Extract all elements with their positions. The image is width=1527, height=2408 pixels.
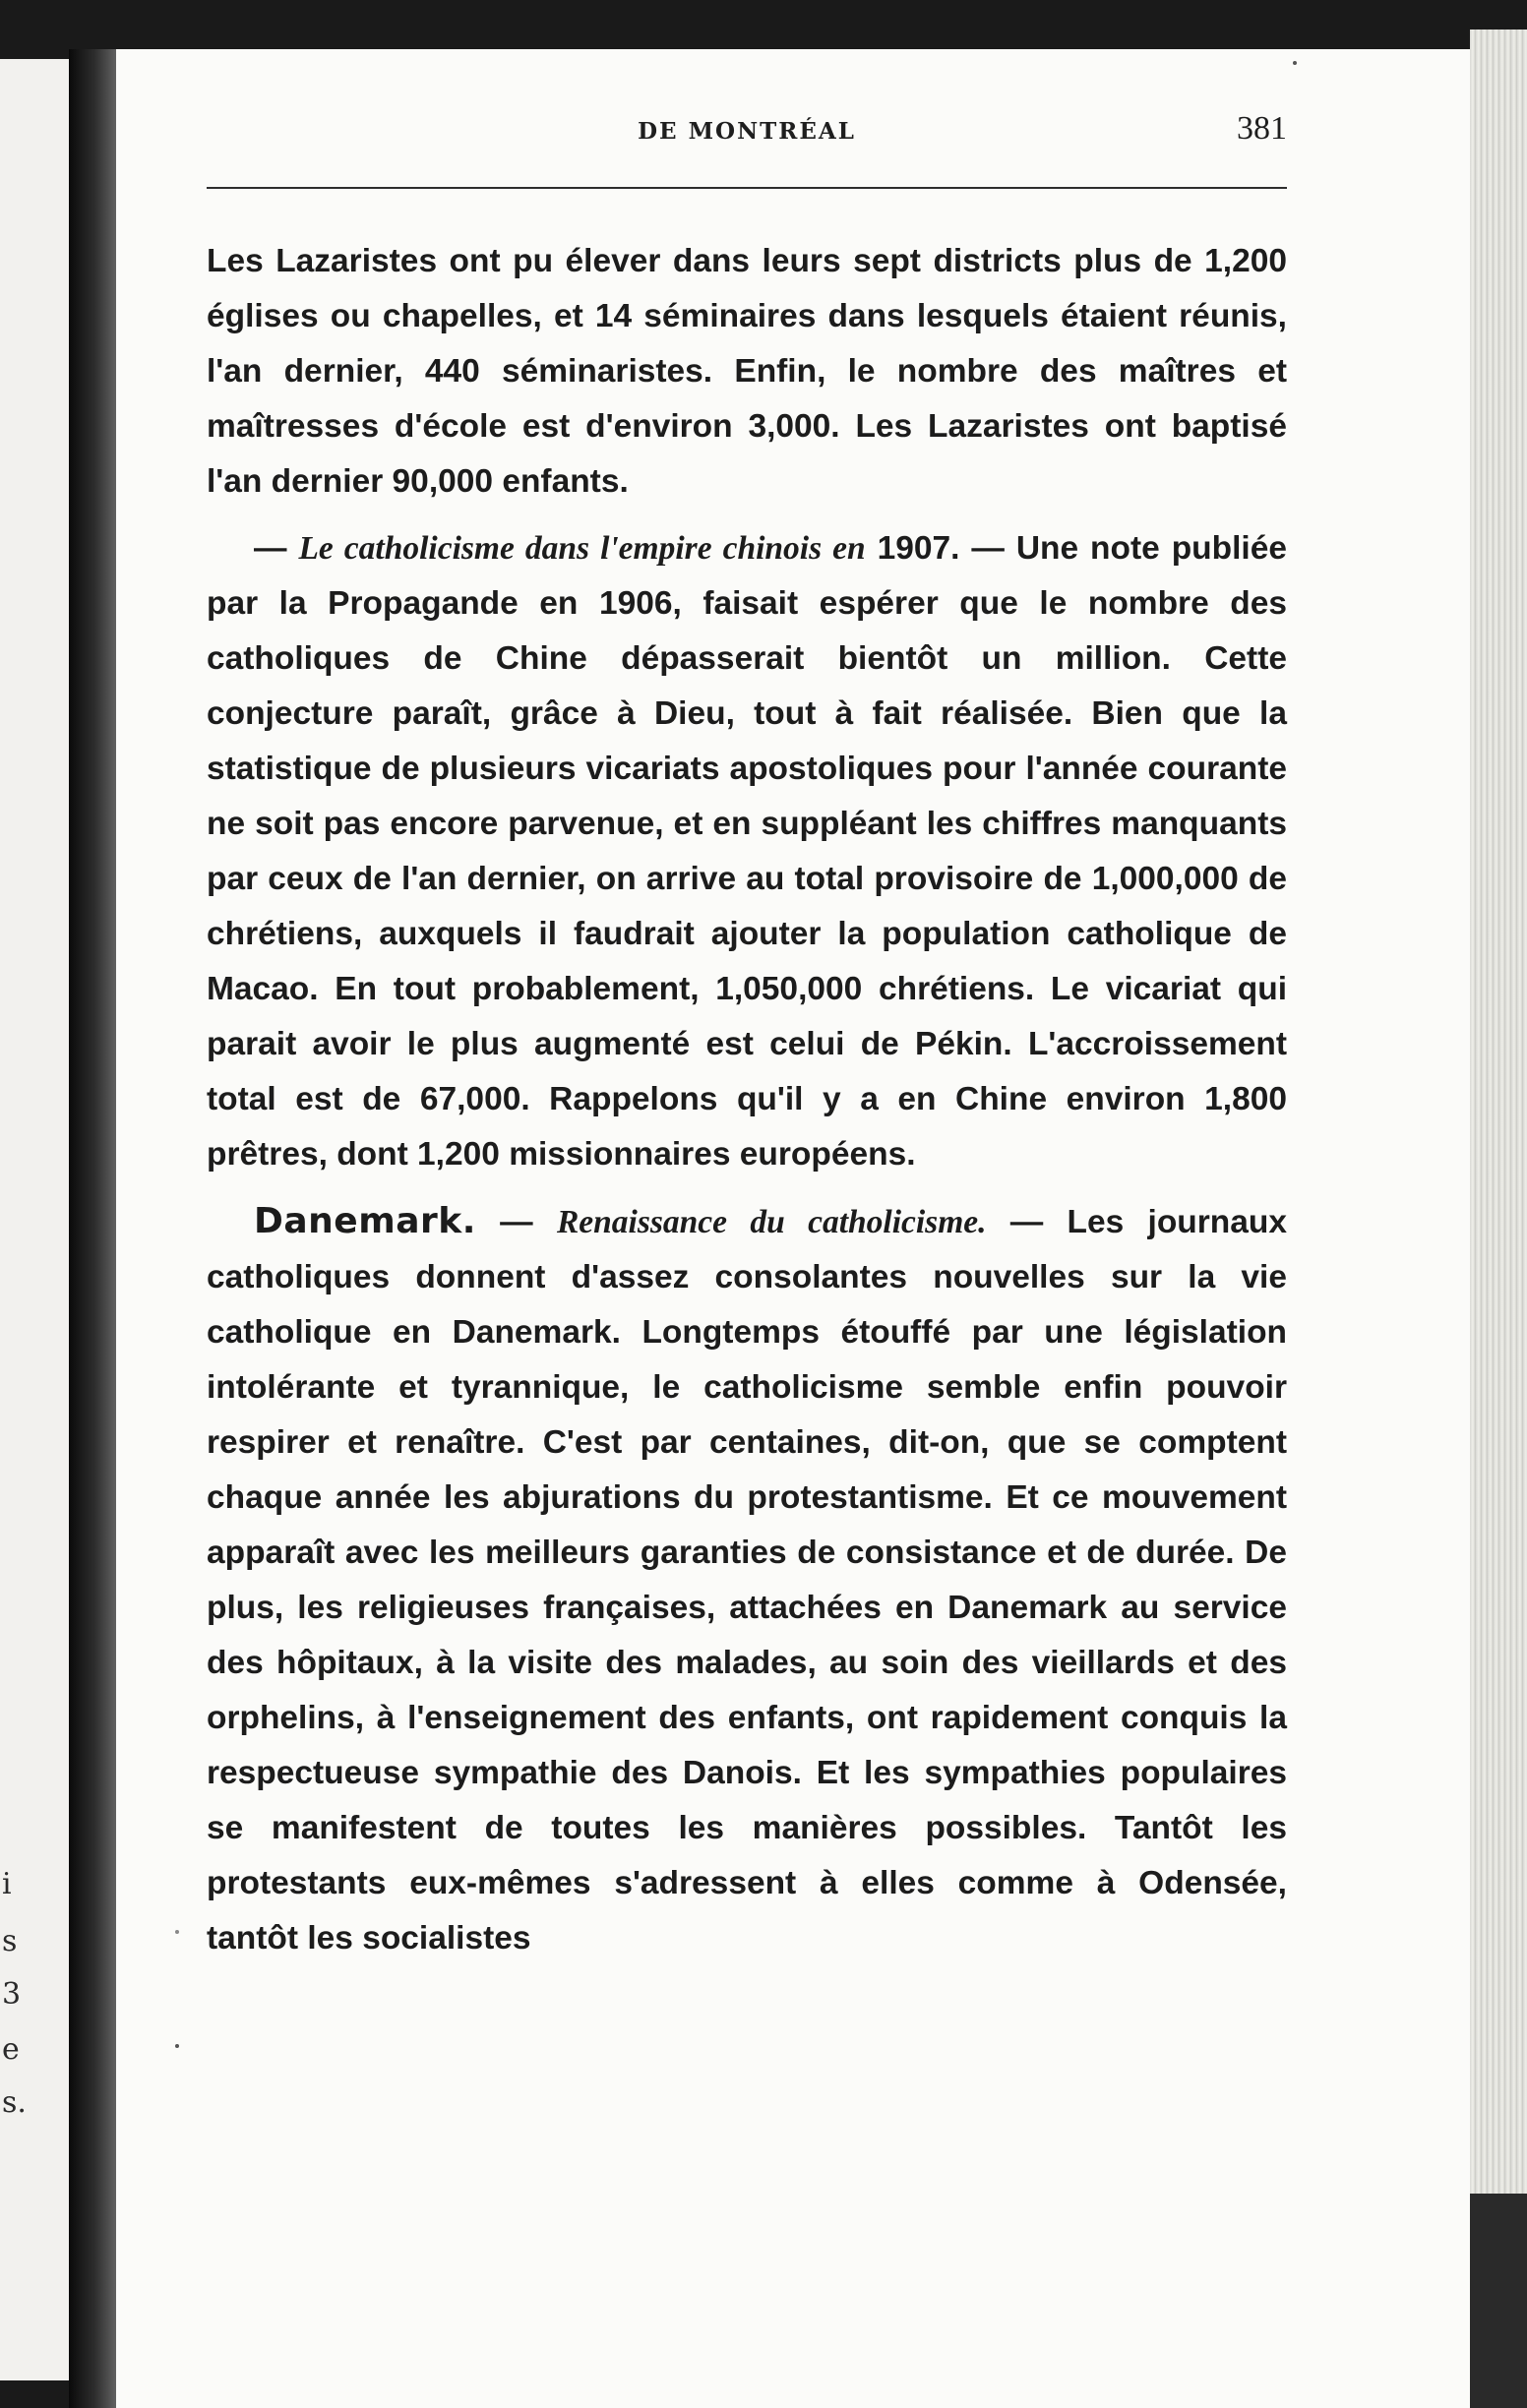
italic-subheading: Renaissance du catholicisme. — [556, 1204, 987, 1240]
previous-page-fragment: s — [2, 1924, 18, 1958]
paragraph-danemark — [207, 1194, 1287, 1966]
paragraph-lazaristes: Les Lazaristes ont pu élever dans leurs sept districts plus de 1,200 églises ou chapelles, et 14 séminaires dans lesquels étaient réunis, l'an dernier, 440 séminaristes. Enfin, le nombre des maîtres et maîtresses d'école est d'environ 3,000. Les Lazaristes ont baptisé l'an dernier 90,000 enfants. — [207, 243, 1287, 500]
running-head: DE MONTRÉAL — [638, 118, 856, 145]
body-text — [207, 234, 1287, 1966]
scan-speck — [1293, 61, 1297, 65]
page-number: 381 — [1237, 110, 1287, 147]
paragraph-gap — [207, 510, 1287, 521]
italic-subheading: Le catholicisme dans l'empire chinois en — [298, 530, 866, 567]
previous-page-fragment: 3 — [2, 1977, 22, 2012]
paragraph-dash: — — [254, 530, 299, 567]
previous-page-edge — [0, 59, 71, 2380]
paragraph-text: — Les journaux catholiques donnent d'assez consolantes nouvelles sur la vie catholique en Danemark. Longtemps étouffé par une législation intolérante et tyrannique, le catholicisme semble enfin pouvoir respirer et renaître. C'est par centaines, dit-on, que se comptent chaque année les abjurations du protestantisme. Et ce mouvement apparaît avec les meilleurs garanties de consistance et de durée. De plus, les religieuses françaises, attachées en Danemark au service des hôpitaux, à la visite des malades, au soin des vieillards et des orphelins, à l'enseignement des enfants, ont rapidement conquis la respectueuse sympathie des Danois. Et les sympathies populaires se manifestent de toutes les manières possibles. Tantôt les protestants eux-mêmes s'adressent à elles comme à Odensée, tantôt les socialistes — [207, 1204, 1287, 1956]
previous-page-fragment: e — [2, 2032, 20, 2067]
paragraph-dash: — — [475, 1204, 557, 1240]
paragraph-text: 1907. — Une note publiée par la Propagande en 1906, faisait espérer que le nombre des catholiques de Chine dépasserait bientôt un million. Cette conjecture paraît, grâce à Dieu, tout à fait réalisée. Bien que la statistique de plusieurs vicariats apostoliques pour l'année courante ne soit pas encore parvenue, et en suppléant les chiffres manquants par ceux de l'an dernier, on arrive au total provisoire de 1,000,000 de chrétiens, auxquels il faudrait ajouter la population catholique de Macao. En tout probablement, 1,050,000 chrétiens. Le vicariat qui parait avoir le plus augmenté est celui de Pékin. L'accroissement total est de 67,000. Rappelons qu'il y a en Chine environ 1,800 prêtres, dont 1,200 missionnaires européens. — [207, 530, 1287, 1173]
section-heading: Danemark. — [254, 1201, 476, 1241]
book-gutter-shadow — [69, 49, 120, 2408]
previous-page-fragment: i — [2, 1867, 12, 1901]
page-stack-edge — [1470, 30, 1527, 2194]
paragraph-china — [207, 521, 1287, 1182]
scan-speck — [175, 2044, 179, 2048]
previous-page-fragment: s. — [2, 2085, 27, 2120]
page-stack-shadow — [1470, 2194, 1527, 2408]
paragraph-gap — [207, 1182, 1287, 1194]
page-header — [207, 110, 1287, 159]
scan-speck — [175, 1930, 179, 1934]
header-rule — [207, 187, 1287, 189]
